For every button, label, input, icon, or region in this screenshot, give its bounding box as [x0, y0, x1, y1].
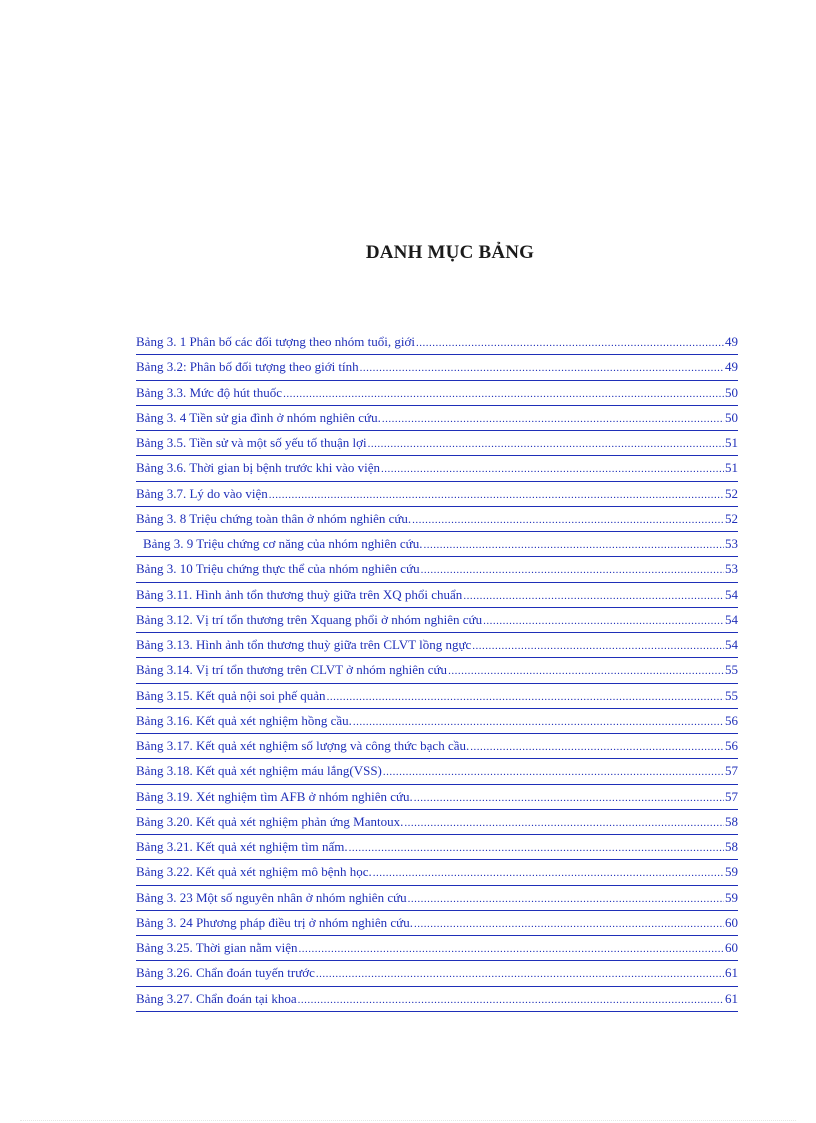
toc-entry-label: Bảng 3.7. Lý do vào viện: [136, 485, 268, 501]
toc-entry-label: Bảng 3.19. Xét nghiệm tìm AFB ở nhóm nghiên cứu.: [136, 788, 413, 804]
dot-leader: [299, 939, 724, 959]
toc-entry-page-number: 54: [725, 637, 738, 652]
toc-entry-link[interactable]: [136, 608, 738, 633]
toc-entry-page-number: 61: [725, 965, 738, 981]
toc-entry-link[interactable]: [136, 381, 738, 406]
toc-entry-label: Bảng 3. 24 Phương pháp điều trị ở nhóm nghiên cứu.: [136, 914, 413, 930]
dot-leader: [408, 889, 724, 909]
dot-leader: [414, 788, 724, 808]
toc-entry-page-number: 60: [725, 940, 738, 955]
toc-entry-page-number: 51: [725, 460, 738, 476]
toc-entry-link[interactable]: [136, 482, 738, 507]
toc-entry-link[interactable]: [136, 330, 738, 355]
toc-entry-link[interactable]: [136, 987, 738, 1012]
toc-entry-link[interactable]: [136, 961, 738, 986]
toc-entry-label: Bảng 3.14. Vị trí tổn thương trên CLVT ở nhóm nghiên cứu: [136, 662, 448, 678]
dot-leader: [404, 813, 724, 833]
toc-entry-label: Bảng 3. 4 Tiền sử gia đình ở nhóm nghiên cứu.: [136, 409, 381, 425]
toc-entry-label: Bảng 3.22. Kết quả xét nghiệm mô bệnh học.: [136, 864, 372, 880]
toc-entry-link[interactable]: [136, 886, 738, 911]
toc-entry-label: Bảng 3.15. Kết quả nội soi phế quản: [136, 687, 326, 703]
toc-entry-label: Bảng 3.26. Chẩn đoán tuyến trước: [136, 965, 315, 981]
toc-entry-label: Bảng 3.21. Kết quả xét nghiệm tìm nấm.: [136, 839, 348, 854]
toc-entry-page-number: 51: [725, 435, 738, 450]
toc-entry-link[interactable]: [136, 734, 738, 759]
toc-entry-page-number: 59: [725, 889, 738, 905]
toc-entry-label: Bảng 3. 8 Triệu chứng toàn thân ở nhóm nghiên cứu.: [136, 510, 412, 526]
dot-leader: [414, 914, 724, 934]
toc-entry-page-number: 49: [725, 334, 738, 349]
toc-entry-page-number: 55: [725, 662, 738, 678]
toc-entry-link[interactable]: [136, 557, 738, 582]
toc-entry-link[interactable]: [136, 810, 738, 835]
toc-entry-page-number: 52: [725, 485, 738, 501]
toc-entry-link[interactable]: [136, 532, 738, 557]
dot-leader: [373, 863, 724, 883]
dot-leader: [483, 611, 724, 631]
toc-entry-link[interactable]: [136, 684, 738, 709]
toc-entry-link[interactable]: [136, 911, 738, 936]
toc-entry-page-number: 56: [725, 712, 738, 728]
toc-entry-link[interactable]: [136, 785, 738, 810]
table-of-tables-list: [136, 330, 738, 1012]
toc-entry-page-number: 50: [725, 409, 738, 425]
toc-entry-label: Bảng 3.16. Kết quả xét nghiệm hồng cầu.: [136, 712, 352, 728]
toc-entry-page-number: 50: [725, 384, 738, 400]
toc-entry-link[interactable]: [136, 658, 738, 683]
toc-entry-label: Bảng 3.27. Chẩn đoán tại khoa: [136, 990, 297, 1006]
toc-entry-link[interactable]: [136, 633, 738, 658]
dot-leader: [463, 586, 724, 606]
toc-entry-page-number: 57: [725, 788, 738, 804]
toc-entry-page-number: 58: [725, 839, 738, 854]
toc-entry-page-number: 49: [725, 359, 738, 375]
toc-entry-label: Bảng 3. 1 Phân bố các đối tượng theo nhóm tuổi, giới: [136, 334, 415, 349]
toc-entry-link[interactable]: [136, 406, 738, 431]
toc-entry-label: Bảng 3. 10 Triệu chứng thực thể của nhóm nghiên cứu: [136, 561, 420, 577]
toc-entry-page-number: 56: [725, 738, 738, 753]
toc-entry-page-number: 54: [725, 586, 738, 602]
dot-leader: [382, 409, 724, 429]
dot-leader: [381, 459, 724, 479]
toc-entry-label: Bảng 3.25. Thời gian nằm viện: [136, 940, 298, 955]
dot-leader: [470, 737, 724, 757]
dot-leader: [360, 358, 724, 378]
toc-entry-link[interactable]: [136, 709, 738, 734]
toc-entry-link[interactable]: [136, 860, 738, 885]
dot-leader: [349, 838, 724, 858]
toc-entry-link[interactable]: [136, 507, 738, 532]
toc-entry-label: Bảng 3.6. Thời gian bị bệnh trước khi vào viện: [136, 460, 381, 476]
page-title: DANH MỤC BẢNG: [365, 241, 535, 263]
toc-entry-label: Bảng 3. 9 Triệu chứng cơ năng của nhóm nghiên cứu.: [143, 536, 423, 551]
toc-entry-label: Bảng 3.12. Vị trí tổn thương trên Xquang phổi ở nhóm nghiên cứu: [136, 611, 483, 627]
dot-leader: [298, 990, 724, 1010]
toc-entry-link[interactable]: [136, 456, 738, 481]
toc-entry-label: Bảng 3.3. Mức độ hút thuốc: [136, 384, 283, 400]
toc-entry-page-number: 59: [725, 864, 738, 880]
toc-entry-link[interactable]: [136, 936, 738, 961]
page-bottom-divider: [20, 1120, 796, 1122]
toc-entry-page-number: 54: [725, 611, 738, 627]
toc-entry-link[interactable]: [136, 583, 738, 608]
toc-entry-page-number: 61: [725, 990, 738, 1006]
toc-entry-label: Bảng 3. 23 Một số nguyên nhân ở nhóm nghiên cứu: [136, 889, 407, 905]
dot-leader: [423, 535, 724, 555]
dot-leader: [412, 510, 724, 530]
toc-entry-label: Bảng 3.17. Kết quả xét nghiệm số lượng và công thức bạch cầu.: [136, 738, 470, 753]
toc-entry-link[interactable]: [136, 835, 738, 860]
dot-leader: [421, 560, 724, 580]
dot-leader: [316, 964, 724, 984]
dot-leader: [269, 485, 724, 505]
toc-entry-page-number: 58: [725, 813, 738, 829]
toc-entry-label: Bảng 3.20. Kết quả xét nghiệm phản ứng Mantoux.: [136, 813, 404, 829]
toc-entry-link[interactable]: [136, 355, 738, 380]
dot-leader: [448, 661, 724, 681]
toc-entry-label: Bảng 3.18. Kết quả xét nghiệm máu lắng(VSS): [136, 763, 382, 779]
toc-entry-link[interactable]: [136, 759, 738, 784]
toc-entry-page-number: 57: [725, 763, 738, 779]
toc-entry-page-number: 55: [725, 687, 738, 703]
toc-entry-label: Bảng 3.2: Phân bố đối tượng theo giới tính: [136, 359, 359, 375]
toc-entry-page-number: 53: [725, 536, 738, 551]
toc-entry-label: Bảng 3.5. Tiền sử và một số yếu tố thuận lợi: [136, 435, 367, 450]
toc-entry-label: Bảng 3.13. Hình ảnh tổn thương thuỳ giữa trên CLVT lồng ngực: [136, 637, 472, 652]
toc-entry-page-number: 53: [725, 561, 738, 577]
dot-leader: [383, 762, 724, 782]
toc-entry-page-number: 60: [725, 914, 738, 930]
toc-entry-link[interactable]: [136, 431, 738, 456]
toc-entry-label: Bảng 3.11. Hình ảnh tổn thương thuỳ giữa trên XQ phổi chuẩn: [136, 586, 463, 602]
dot-leader: [416, 333, 724, 353]
dot-leader: [353, 712, 724, 732]
toc-entry-page-number: 52: [725, 510, 738, 526]
dot-leader: [472, 636, 724, 656]
dot-leader: [327, 687, 724, 707]
dot-leader: [368, 434, 724, 454]
dot-leader: [283, 384, 724, 404]
